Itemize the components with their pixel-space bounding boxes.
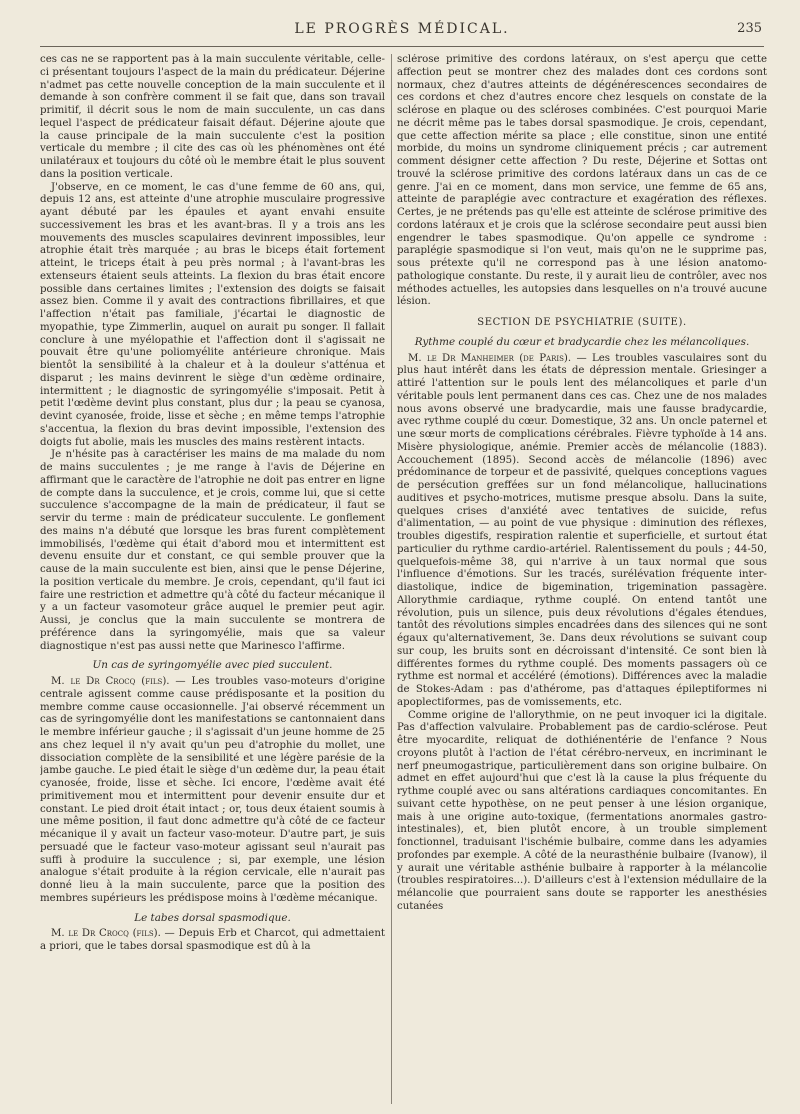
paragraph: Je n'hésite pas à caractériser les mains de ma malade du nom de mains succulentes ; je me range à l'avis de Déjerine en affirmant que le caractère de l'atrophie ne doit pas entrer en ligne de compte dans la succulence, et je crois, comme lui, que si cette succulence s'accompagne de la main de prédicateur, il faut se servir du terme : main de prédicateur succulente. Le gonflement des mains n'a débuté que lorsque les bras furent complètement immobilisés, l'œdème qui était d'abord mou et intermittent est devenu ensuite dur et constant, ce qui semble prouver que la cause de la main succulente est bien, ainsi que le pense Déjerine, la position verticale du membre. Je crois, cependant, qu'il faut ici faire une restriction et admettre qu'à côté du facteur mécanique il y a un facteur vasomoteur grâce auquel le premier peut agir. Aussi, je conclus que la main succulente se montrera de préférence dans la syringomyélie, mais que sa valeur diagnostique n'est pas aussi nette que Marinesco l'affirme. — [40, 449, 385, 652]
paragraph — [40, 676, 385, 906]
paragraph — [397, 353, 767, 710]
right-column — [397, 54, 767, 1104]
paragraph — [40, 928, 385, 954]
author-name: M. le Dr Crocq (fils). — [51, 676, 170, 687]
paragraph: ces cas ne se rapportent pas à la main succulente véritable, celle-ci présentant toujours l'aspect de la main du prédicateur. Déjerine n'admet pas cette nouvelle conception de la main succulente et il demande à son confrère comment il se fait que, dans son travail primitif, il décrit sous le nom de main succulente, un cas dans lequel l'aspect de prédicateur faisait défaut. Déjerine ajoute que la cause principale de la main succulente c'est la position verticale du membre ; il cite des cas où les phénomènes ont été unilatéraux et toujours du côté où le membre était le plus souvent dans la position verticale. — [40, 54, 385, 180]
author-name: M. le Dr Crocq (fils). — [51, 928, 161, 940]
paragraph: J'observe, en ce moment, le cas d'une femme de 60 ans, qui, depuis 12 ans, est atteinte d'une atrophie musculaire progressive ayant débuté par les épaules et ayant envahi ensuite successivement les bras et les avant-bras. Il y a trois ans les mouvements des muscles scapulaires devinrent impossibles, leur atrophie était très marquée ; au bras le biceps était fortement atteint, le triceps était à peu près normal ; à l'avant-bras les extenseurs étaient seuls atteints. La flexion du bras était encore possible dans certaines limites ; l'extension des doigts se faisait assez bien. Comme il y avait des contractions fibrillaires, et que l'affection n'était pas familiale, j'écartai le diagnostic de myopathie, type Zimmerlin, auquel on aurait pu songer. Il fallait conclure à une myélopathie et l'affection dont il s'agissait ne pouvait être qu'une poliomyélite antérieure chronique. Mais bientôt la sensibilité à la chaleur et à la douleur s'atténua et disparut ; les mains devinrent le siège d'un œdème ordinaire, intermittent ; le diagnostic de syringomyélie s'imposait. Petit à petit l'œdème devint plus constant, plus dur ; la peau se cyanosa, devint cyanosée, froide, lisse et sèche ; en même temps l'atrophie s'accentua, la flexion du bras devint impossible, l'extension des doigts fut abolie, mais les muscles des mains restèrent intacts. — [40, 181, 385, 448]
column-divider — [391, 54, 392, 1104]
paragraph-text: — Les troubles vaso-moteurs d'origine centrale agissent comme cause prédisposante et la position du membre comme cause occasionnelle. J'ai observé récemment un cas de syringomyélie dont les manifestations se cantonnaient dans le membre inférieur gauche ; il s'agissait d'un jeune homme de 25 ans chez lequel il n'y avait qu'un peu d'atrophie du mollet, une dissociation complète de la sensibilité et une légère parésie de la jambe gauche. Le pied était le siège d'un œdème dur, la peau était cyanosée, froide, lisse et sèche. Ici encore, l'œdème avait été primitivement mou et intermittent pour devenir ensuite dur et constant. Le pied droit était intact ; or, tous deux étaient soumis à une même position, il faut donc admettre qu'à côté de ce facteur mécanique il y avait un facteur vaso-moteur. D'autre part, je suis persuadé que le facteur vaso-moteur agissant seul n'aurait pas suffi à produire la succulence ; si, par exemple, une lésion analogue s'était produite à la région cervicale, elle n'aurait pas donné lieu à la main succulente, parce que la position des membres supérieurs les prédispose moins à l'œdème mécanique. — [40, 676, 385, 904]
paragraph: Comme origine de l'allorythmie, on ne peut invoquer ici la digitale. Pas d'affection valvulaire. Probablement pas de cardio-sclérose. Peut être myocardite, reliquat de dothiénentérie de l'enfance ? Nous croyons plutôt à l'action de l'état cérébro-nerveux, en incriminant le nerf pneumogastrique, particulièrement dans son origine bulbaire. On admet en effet aujourd'hui que c'est là la cause la plus fréquente du rythme couplé avec ou sans altérations cardiaques concomitantes. En suivant cette hypothèse, on ne peut penser à une lésion organique, mais à une origine auto-toxique, (fermentations anormales gastro-intestinales), et, bien plutôt encore, à un trouble simplement fonctionnel, traduisant l'ischémie bulbaire, comme dans les adyamies profondes par exemple. A côté de la neurasthénie bulbaire (Ivanow), il y aurait une véritable asthénie bulbaire à rapporter à la mélancolie (troubles respiratoires...). D'ailleurs c'est à l'extension médullaire de la mélancolie que pourraient sans doute se rapporter les anesthésies cutanées — [397, 709, 767, 912]
section-heading: Rythme couplé du cœur et bradycardie chez les mélancoliques. — [414, 335, 750, 348]
paragraph: sclérose primitive des cordons latéraux, on s'est aperçu que cette affection peut se montrer chez des malades dont ces cordons sont normaux, chez d'autres atteints de dégénérescences secondaires de ces cordons et chez d'autres encore chez lesquels on constate de la sclérose en plaque ou des scléroses combinées. C'est pourquoi Marie ne décrit même pas le tabes dorsal spasmodique. Je crois, cependant, que cette affection mérite sa place ; elle constitue, sinon une entité morbide, du moins un syndrome cliniquement précis ; car autrement comment désigner cette affection ? Du reste, Déjerine et Sottas ont trouvé la sclérose primitive des cordons latéraux dans un cas de ce genre. J'ai en ce moment, dans mon service, une femme de 65 ans, atteinte de paraplégie avec contracture et exagération des réflexes. Certes, je ne prétends pas qu'elle est atteinte de sclérose primitive des cordons latéraux et je crois que la sclérose secondaire peut aussi bien engendrer le tabes spasmodique. Qu'on appelle ce syndrome : paraplégie spasmodique si l'on veut, mais qu'on ne le supprime pas, sous prétexte qu'il ne correspond pas à une lésion anatomo-pathologique constante. Du reste, il y aurait lieu de contrôler, avec nos méthodes actuelles, les autopsies dans lesquelles on n'a trouvé aucune lésion. — [397, 54, 767, 308]
left-column — [40, 54, 385, 1104]
paragraph-text: — Les troubles vasculaires sont du plus haut intérêt dans les états de dépression mentale. Griesinger a attiré l'attention sur le pouls lent des mélancoliques et parle d'un véritable pouls lent permanent dans ces cas. Chez une de nos malades nous avons observé une bradycardie, mais une fausse bradycardie, avec rythme couplé du cœur. Domestique, 32 ans. Un oncle paternel et une sœur morts de complications cérébrales. Fièvre typhoïde à 14 ans. Misère physiologique, anémie. Premier accès de mélancolie (1883). Accouchement (1895). Second accès de mélancolie (1896) avec prédominance de torpeur et de passivité, quelques conceptions vagues de persécution greffées sur un fond mélancolique, hallucinations auditives et psycho-motrices, mutisme presque absolu. Dans la suite, quelques crises d'anxiété avec tentatives de suicide, refus d'alimentation, — au point de vue physique : diminution des réflexes, troubles digestifs, respiration ralentie et superficielle, et surtout état particulier du rythme cardio-artériel. Ralentissement du pouls ; 44-50, quelquefois-même 38, qui n'arrive à un taux normal que sous l'influence d'émotions. Sur les tracés, surélévation fréquente inter-diastolique, indice de bigemination, trigemination passagère. Allorythmie cardiaque, rythme couplé. On entend tantôt une révolution, puis un silence, puis deux révolutions d'égales étendues, tantôt des révolutions simples encadrées dans des silences qui ne sont égaux qu'alternativement, 3e. Dans deux révolutions se suivant coup sur coup, les bruits sont en décroissant d'intensité. Ce sont bien là différentes formes du rythme couplé. Des moments passagers où ce rythme est normal et accéléré (émotions). Différences avec la maladie de Stokes-Adam : pas d'athérome, pas d'attaques épileptiformes ni apoplectiformes, pas de vomissements, etc. — [397, 352, 767, 708]
page-header — [40, 16, 764, 47]
section-title: SECTION DE PSYCHIATRIE (SUITE). — [477, 317, 687, 328]
section-heading: Un cas de syringomyélie avec pied succulent. — [92, 659, 333, 672]
section-heading: Le tabes dorsal spasmodique. — [134, 911, 291, 924]
paragraph-text: — Depuis Erb et Charcot, qui admettaient a priori, que le tabes dorsal spasmodique est dû à la — [40, 928, 385, 952]
journal-title: LE PROGRÈS MÉDICAL. — [294, 21, 510, 37]
page-number: 235 — [737, 21, 762, 36]
author-name: M. le Dr Manheimer (de Paris). — [408, 352, 572, 364]
